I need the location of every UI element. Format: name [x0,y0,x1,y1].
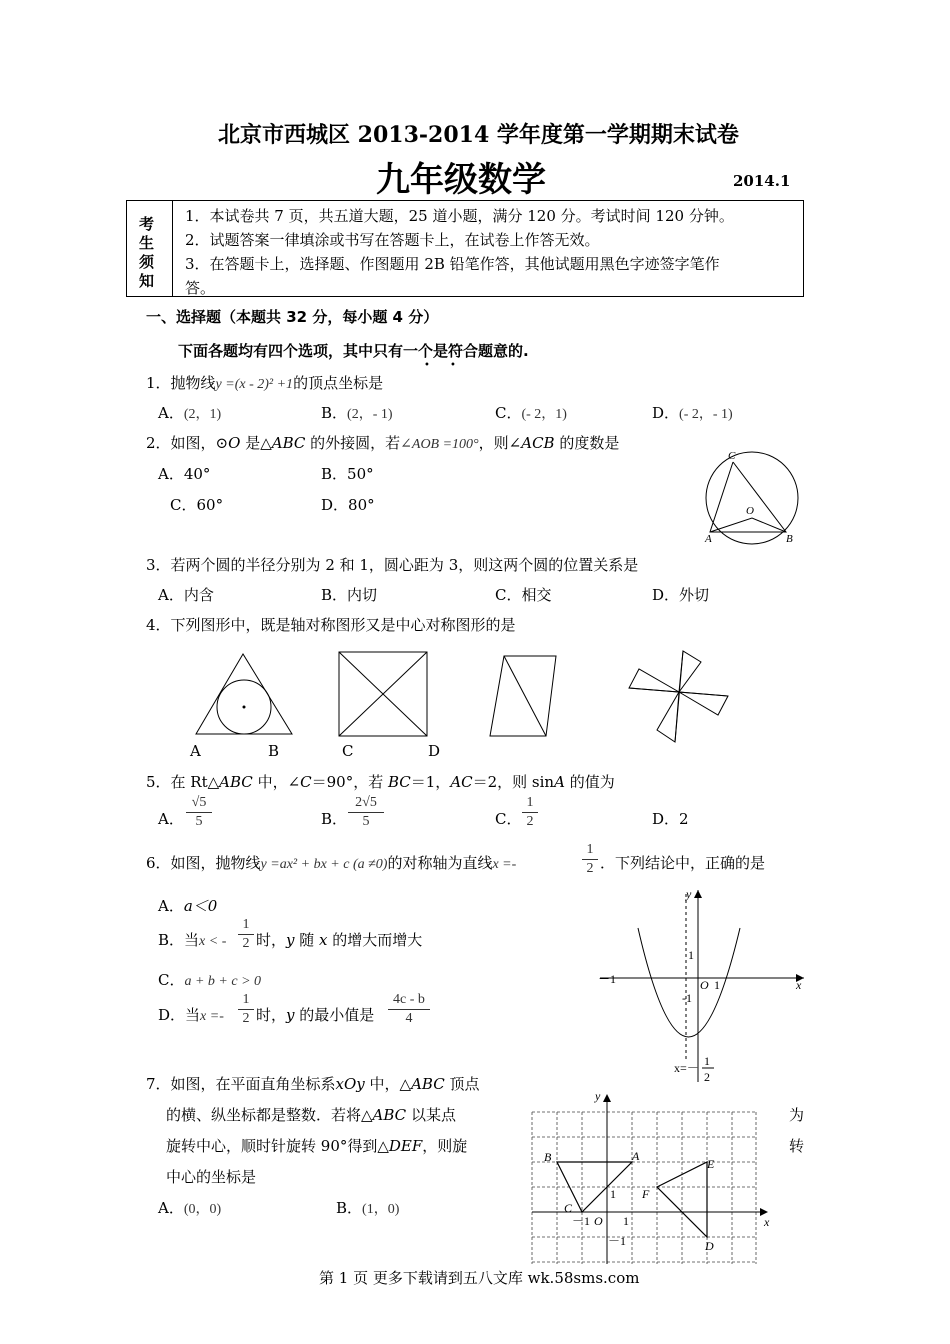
q5-option-c-fraction[interactable]: 1 2 [522,795,538,830]
q3-option-c[interactable]: C．相交 [495,586,552,604]
q6-option-b-fraction: 1 2 [238,917,254,952]
q6-option-d-rest: 时，y 的最小值是 [256,1006,375,1024]
notice-item: 3．在答题卡上，选择题、作图题用 2B 铅笔作答，其他试题用黑色字迹签字笔作 [185,255,720,273]
q6-fig-axis-label: x=－ [674,1061,699,1075]
q7-fig-e: E [707,1157,715,1171]
q2-option-c[interactable]: C．60° [170,496,224,514]
q1-prefix: 1．抛物线 [146,374,216,392]
q7-fig-one-x: 1 [623,1214,629,1228]
exam-date: 2014.1 [733,172,791,190]
q5-option-a-fraction[interactable]: √5 5 [186,795,212,830]
question-7-line-2: 的横、纵坐标都是整数．若将△ABC 以某点 [166,1106,456,1124]
q4-label-d: D [428,742,441,760]
q5-option-d[interactable]: D．2 [652,810,689,828]
question-6: 6．如图，抛物线y =ax² + bx + c (a ≠0)的对称轴为直线x =- [146,854,517,872]
q3-option-d[interactable]: D．外切 [652,586,710,604]
notice-item: 2．试题答案一律填涂或书写在答题卡上，在试卷上作答无效。 [185,231,600,249]
q6-axis-fraction: 1 2 [582,842,598,877]
notice-box [126,200,804,297]
q6-fig-x: x [796,978,802,992]
q6-option-b-rest: 时，y 随 x 的增大而增大 [256,931,423,949]
q2-option-d[interactable]: D．80° [321,496,375,514]
q6-fig-axis-den: 2 [704,1070,710,1084]
q2-label-b: B [786,533,793,545]
emphasis-dot: • [424,360,430,371]
q4-figure-a-triangle-incircle[interactable] [190,648,300,738]
q4-label-b: B [268,742,280,760]
q7-fig-x: x [764,1215,770,1229]
q1-option-b[interactable]: B．(2，- 1) [321,404,393,422]
notice-label-char: 须 [139,253,155,271]
exam-title: 北京市西城区 2013-2014 学年度第一学期期末试卷 [218,122,739,148]
q6-option-b[interactable]: B．当x < - [158,931,227,949]
q7-fig-y: y [595,1089,601,1103]
q1-suffix: 的顶点坐标是 [293,374,384,392]
q7-fig-a: A [632,1149,640,1163]
q7-fig-neg1-x: －1 [572,1214,591,1228]
notice-item: 1．本试卷共 7 页，共五道大题，25 道小题，满分 120 分。考试时间 120 分钟。 [185,207,734,225]
q4-figure-d-pinwheel[interactable] [624,646,734,746]
question-4: 4．下列图形中，既是轴对称图形又是中心对称图形的是 [146,616,516,634]
q5-option-a-label[interactable]: A． [158,810,184,828]
q7-fig-c: C [564,1201,573,1215]
q4-label-c: C [342,742,354,760]
q7-fig-o: O [594,1214,603,1228]
q6-stem-end: ．下列结论中，正确的是 [600,854,766,872]
question-7-line-2-end: 为 [789,1106,805,1124]
q6-option-d[interactable]: D．当x =- [158,1006,224,1024]
page-footer: 第 1 页 更多下载请到五八文库 wk.58sms.com [319,1269,640,1287]
q1-option-d[interactable]: D．(- 2，- 1) [652,404,733,422]
notice-label [127,201,173,296]
q7-option-a[interactable]: A．(0，0) [158,1199,222,1217]
question-1 [146,372,383,393]
q6-fig-o: O [700,978,709,992]
q7-grid-figure [530,1088,780,1266]
question-2: 2．如图，⊙O 是△ABC 的外接圆，若∠AOB =100°，则∠ACB 的度数是 [146,434,620,452]
notice-item: 答。 [185,279,216,297]
section-title: 一、选择题（本题共 32 分，每小题 4 分） [146,308,439,326]
question-7-line-3: 旋转中心，顺时针旋转 90°得到△DEF，则旋 [166,1137,468,1155]
q6-option-a[interactable]: A．a＜0 [158,897,218,915]
notice-label-char: 生 [139,234,155,252]
q6-option-d-min-fraction: 4c - b 4 [388,992,430,1027]
q2-label-a: A [705,533,712,545]
q3-option-a[interactable]: A．内含 [158,586,214,604]
exam-subtitle: 九年级数学 [376,160,546,200]
q6-fig-axis-num: 1 [704,1054,710,1068]
section-instruction: 下面各题均有四个选项，其中只有一个是符合题意的. [178,342,529,360]
q6-option-d-fraction: 1 2 [238,992,254,1027]
q5-option-b-label[interactable]: B． [321,810,348,828]
q7-fig-d: D [705,1239,714,1253]
question-3: 3．若两个圆的半径分别为 2 和 1，圆心距为 3，则这两个圆的位置关系是 [146,556,639,574]
q7-fig-one-y: 1 [610,1187,616,1201]
notice-label-char: 考 [139,215,155,233]
q6-fig-one-y: 1 [688,948,694,962]
q7-fig-neg1-y: －1 [608,1234,627,1248]
q2-option-a[interactable]: A．40° [158,465,211,483]
q4-figure-b-square-diagonals[interactable] [334,648,434,740]
q6-fig-y: y [686,887,692,901]
q6-fig-neg1-x: －1 [598,972,617,986]
q2-circle-figure [700,446,805,546]
q1-option-c[interactable]: C．(- 2，1) [495,404,567,422]
q3-option-b[interactable]: B．内切 [321,586,378,604]
q6-fig-one-x: 1 [714,978,720,992]
q2-label-c: C [728,450,736,462]
q4-label-a: A [190,742,201,760]
question-7-line-3-end: 转 [789,1137,805,1155]
emphasis-dot: • [450,360,456,371]
notice-label-char: 知 [139,272,155,290]
q6-fig-neg1-y: -1 [682,991,692,1005]
q7-fig-f: F [642,1187,650,1201]
question-7-line-1: 7．如图，在平面直角坐标系xOy 中，△ABC 顶点 [146,1075,480,1093]
q1-expression: y =(x - 2)² +1 [215,377,294,392]
q2-option-b[interactable]: B．50° [321,465,374,483]
q1-option-a[interactable]: A．(2，1) [158,404,222,422]
q6-parabola-figure [596,884,810,1088]
q5-option-c-label[interactable]: C． [495,810,522,828]
q7-fig-b: B [544,1150,552,1164]
q6-option-c[interactable]: C．a + b + c > 0 [158,971,262,989]
q2-label-o: O [746,505,754,517]
question-7-line-4: 中心的坐标是 [166,1168,257,1186]
q7-option-b[interactable]: B．(1，0) [336,1199,400,1217]
q4-figure-c-parallelogram[interactable] [484,650,569,740]
question-5: 5．在 Rt△ABC 中，∠C＝90°，若 BC＝1，AC＝2，则 sinA 的值为 [146,773,615,791]
q5-option-b-fraction[interactable]: 2√5 5 [348,795,384,830]
